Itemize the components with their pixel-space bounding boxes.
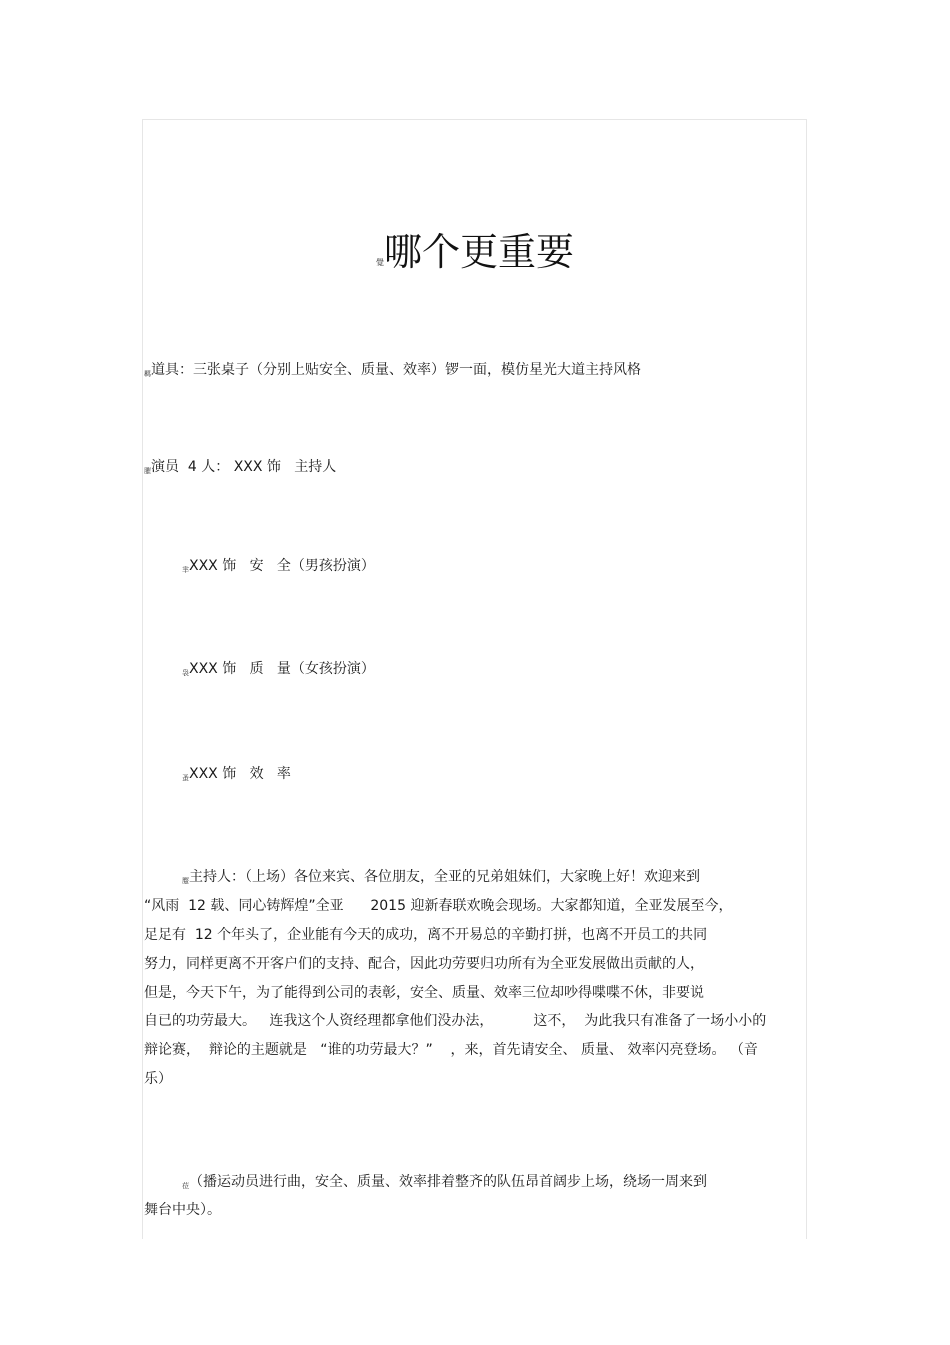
document-title [0,228,950,287]
stage-direction-line [182,1173,707,1195]
cast-line-efficiency [182,765,291,787]
host-marker: 蹷 [182,877,189,885]
cast-intro-marker: 膗 [144,467,151,475]
cast-text: XXX 饰 效 率 [189,766,291,782]
stage-text: （播运动员进行曲，安全、质量、效率排着整齐的队伍昂首阔步上场，绕场一周来到 [189,1174,707,1190]
host-text: 主持人：（上场）各位来宾、各位朋友，全亚的兄弟姐妹们，大家晚上好！欢迎来到 [189,869,700,885]
host-line: “风雨 12 载、同心铸辉煌”全亚 2015 迎新春联欢晚会现场。大家都知道，全亚发展至今， [144,898,733,914]
cast-marker: 袅 [182,669,189,677]
host-line: 努力，同样更离不开客户们的支持、配合，因此功劳要归功所有为全亚发展做出贡献的人， [144,956,704,972]
host-line [182,868,700,890]
title-marker: 覺 [375,258,384,267]
cast-text: XXX 饰 质 量（女孩扮演） [189,661,375,677]
cast-marker: 芈 [182,566,189,574]
host-line: 自已的功劳最大。 连我这个人资经理都拿他们没办法， 这不， 为此我只有准备了一场小小的 [144,1013,767,1029]
props-text: 道具：三张桌子（分别上贴安全、质量、效率）锣一面，模仿星光大道主持风格 [151,362,641,378]
props-line [144,361,641,383]
host-line: 辩论赛， 辩论的主题就是 “谁的功劳最大？” ，来，首先请安全、 质量、 效率闪亮登场。 （音 [144,1042,758,1058]
props-marker: 羁 [144,370,151,378]
host-line: 但是，今天下午，为了能得到公司的表彰，安全、质量、效率三位却吵得喋喋不休，非要说 [144,985,704,1001]
cast-intro-text: 演员 4 人： XXX 饰 主持人 [151,459,337,475]
cast-marker: 蚤 [182,774,189,782]
host-line: 足足有 12 个年头了，企业能有今天的成功，离不开易总的辛勤打拼，也离不开员工的共同 [144,927,708,943]
cast-intro-line [144,458,336,480]
stage-direction-line: 舞台中央）。 [144,1202,221,1218]
host-line: 乐） [144,1071,172,1087]
stage-marker: 莅 [182,1182,189,1190]
title-text: 哪个更重要 [383,230,574,274]
cast-line-quality [182,660,375,682]
cast-line-safety [182,557,375,579]
cast-text: XXX 饰 安 全（男孩扮演） [189,558,375,574]
